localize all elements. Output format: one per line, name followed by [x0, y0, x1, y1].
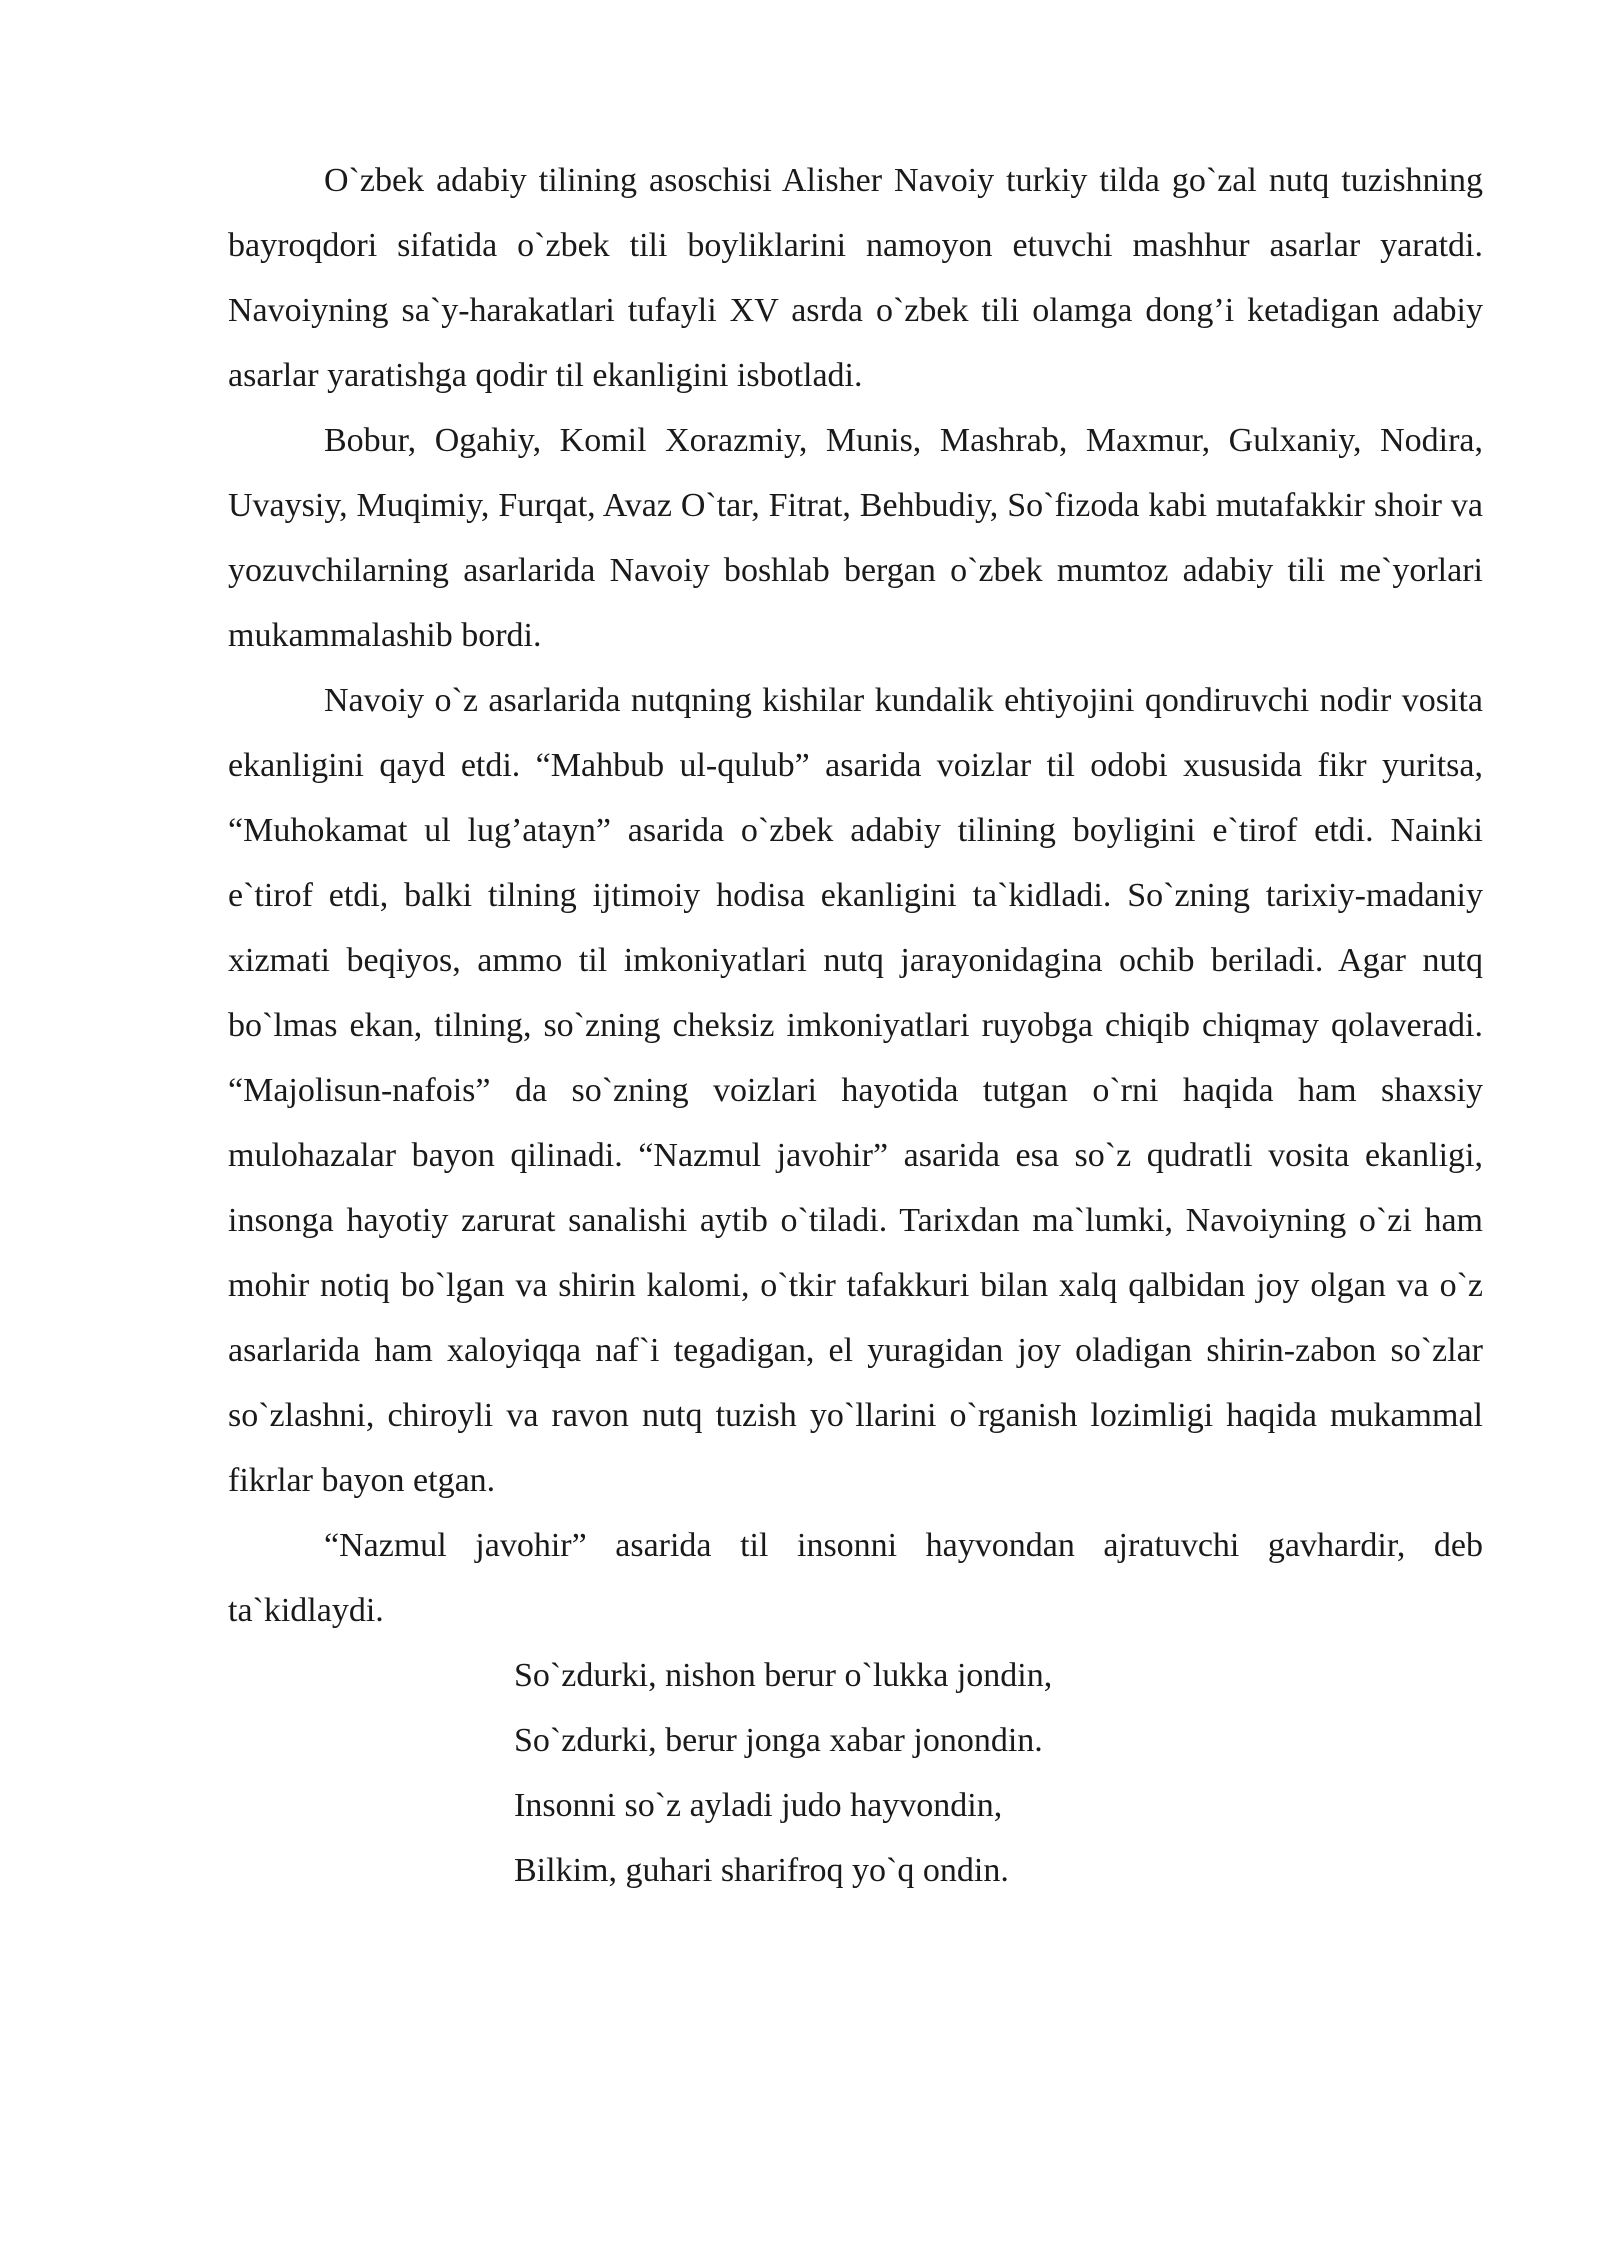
poem-line: Bilkim, guhari sharifroq yo`q ondin. — [514, 1852, 1009, 1889]
paragraph-navoiy-founder: O`zbek adabiy tilining asoschisi Alisher Navoiy turkiy tilda go`zal nutq tuzishning bayroqdori sifatida o`zbek tili boyliklarini namoyon etuvchi mashhur asarlar yaratdi. Navoiyning sa`y-harakatlari tufayli XV asrda o`zbek tili olamga dong’i ketadigan adabiy asarlar yaratishga qodir til ekanligini isbotladi. — [228, 162, 1483, 394]
document-body — [228, 148, 1483, 1903]
poem-line: Insonni so`z ayladi judo hayvondin, — [514, 1787, 1003, 1824]
paragraph-poets-list: Bobur, Ogahiy, Komil Xorazmiy, Munis, Mashrab, Maxmur, Gulxaniy, Nodira, Uvaysiy, Muqimiy, Furqat, Avaz O`tar, Fitrat, Behbudiy, So`fizoda kabi mutafakkir shoir va yozuvchilarning asarlarida Navoiy boshlab bergan o`zbek mumtoz adabiy tili me`yorlari mukammalashib bordi. — [228, 422, 1483, 654]
paragraph-nazmul-javohir: “Nazmul javohir” asarida til insonni hayvondan ajratuvchi gavhardir, deb ta`kidlaydi. — [228, 1527, 1483, 1629]
poem-quatrain — [228, 1643, 1483, 1903]
poem-line: So`zdurki, berur jonga xabar jonondin. — [514, 1722, 1043, 1759]
paragraph-navoiy-works: Navoiy o`z asarlarida nutqning kishilar kundalik ehtiyojini qondiruvchi nodir vosita ekanligini qayd etdi. “Mahbub ul-qulub” asarida voizlar til odobi xususida fikr yuritsa, “Muhokamat ul lug’atayn” asarida o`zbek adabiy tilining boyligini e`tirof etdi. Nainki e`tirof etdi, balki tilning ijtimoiy hodisa ekanligini ta`kidladi. So`zning tarixiy-madaniy xizmati beqiyos, ammo til imkoniyatlari nutq jarayonidagina ochib beriladi. Agar nutq bo`lmas ekan, tilning, so`zning cheksiz imkoniyatlari ruyobga chiqib chiqmay qolaveradi. “Majolisun-nafois” da so`zning voizlari hayotida tutgan o`rni haqida ham shaxsiy mulohazalar bayon qilinadi. “Nazmul javohir” asarida esa so`z qudratli vosita ekanligi, insonga hayotiy zarurat sanalishi aytib o`tiladi. Tarixdan ma`lumki, Navoiyning o`zi ham mohir notiq bo`lgan va shirin kalomi, o`tkir tafakkuri bilan xalq qalbidan joy olgan va o`z asarlarida ham xaloyiqqa naf`i tegadigan, el yuragidan joy oladigan shirin-zabon so`zlar so`zlashni, chiroyli va ravon nutq tuzish yo`llarini o`rganish lozimligi haqida mukammal fikrlar bayon etgan. — [228, 682, 1483, 1499]
poem-line: So`zdurki, nishon berur o`lukka jondin, — [514, 1657, 1053, 1694]
